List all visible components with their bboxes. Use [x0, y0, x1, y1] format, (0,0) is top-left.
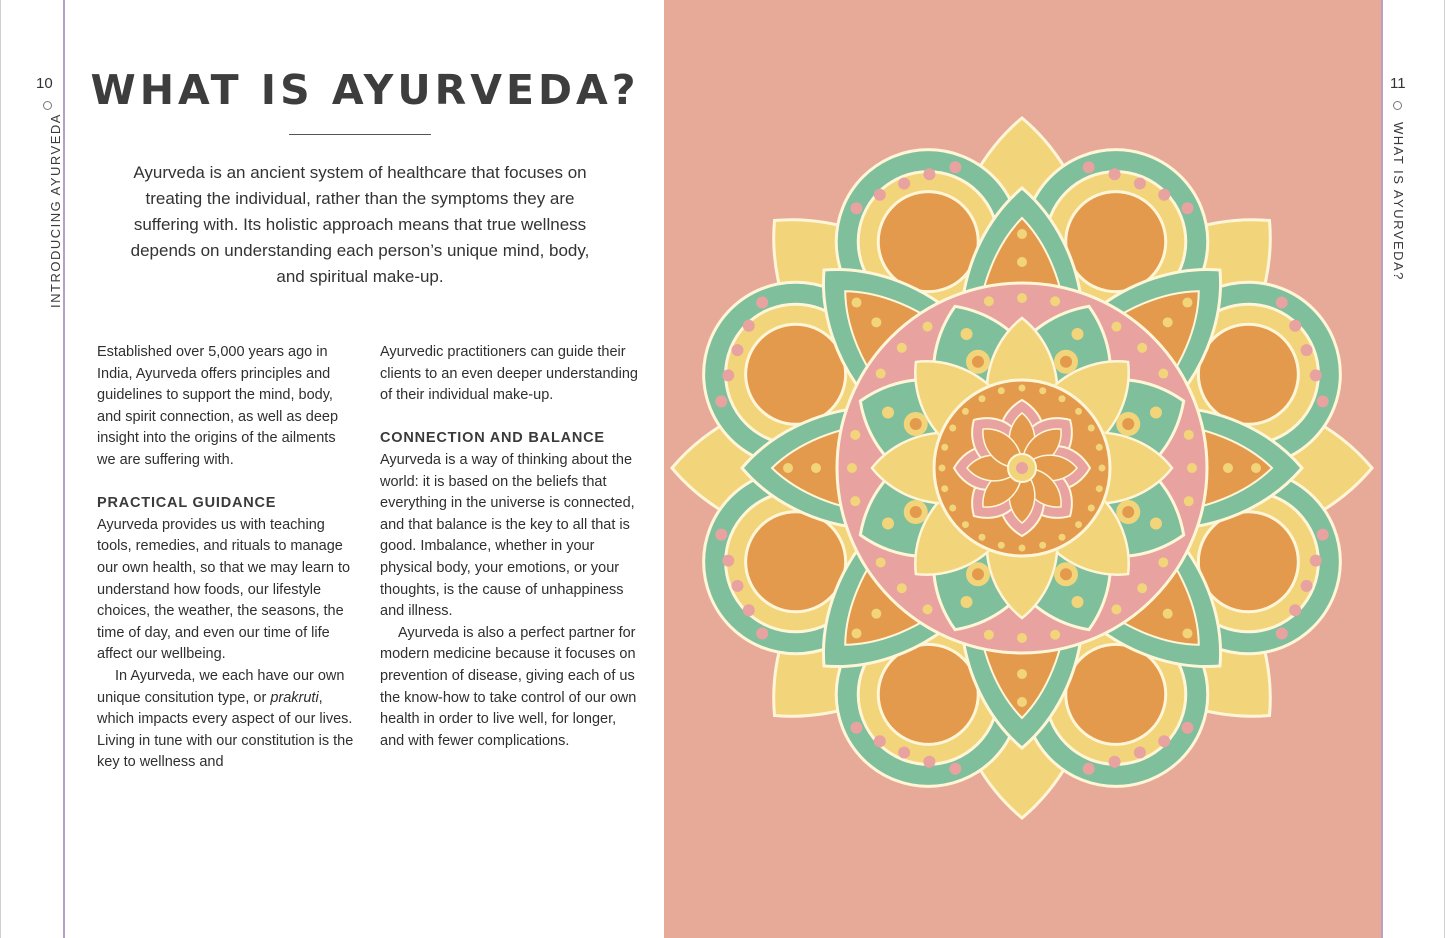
- mandala-lobe: [1066, 644, 1166, 744]
- mandala-dot: [972, 356, 984, 368]
- mandala-dot: [874, 189, 886, 201]
- mandala-dot: [1184, 496, 1194, 506]
- mandala-dot: [941, 444, 948, 451]
- running-head-right: WHAT IS AYURVEDA?: [1391, 122, 1406, 281]
- mandala-lobe: [746, 512, 846, 612]
- mandala-dot: [1059, 395, 1066, 402]
- mandala-dot: [1137, 343, 1147, 353]
- mandala-dot: [783, 463, 793, 473]
- mandala-dot: [1182, 298, 1192, 308]
- mandala-dot: [1317, 529, 1329, 541]
- mandala-dot: [1019, 545, 1026, 552]
- mandala-dot: [1017, 257, 1027, 267]
- mandala-dot: [1017, 293, 1027, 303]
- mandala-dot: [847, 463, 857, 473]
- mandala-dot: [949, 161, 961, 173]
- mandala-dot: [756, 627, 768, 639]
- mandala-dot: [1276, 297, 1288, 309]
- mandala-dot: [743, 320, 755, 332]
- mandala-dot: [1187, 463, 1197, 473]
- mandala-dot: [1289, 320, 1301, 332]
- mandala-dot: [1083, 161, 1095, 173]
- mandala-dot: [1071, 596, 1083, 608]
- mandala-lobe: [1198, 324, 1298, 424]
- mandala-dot: [1096, 485, 1103, 492]
- mandala-dot: [1122, 506, 1134, 518]
- mandala-dot: [1071, 328, 1083, 340]
- mandala-dot: [1134, 747, 1146, 759]
- mandala-dot: [1050, 630, 1060, 640]
- mandala-dot: [1150, 407, 1162, 419]
- mandala-dot: [941, 485, 948, 492]
- mandala-dot: [1039, 387, 1046, 394]
- mandala-dot: [998, 387, 1005, 394]
- mandala-dot: [1181, 722, 1193, 734]
- mandala-dot: [972, 568, 984, 580]
- mandala-dot: [949, 425, 956, 432]
- mandala-dot: [979, 534, 986, 541]
- mandala-dot: [756, 297, 768, 309]
- text-column-1: [97, 342, 357, 774]
- mandala-dot: [939, 465, 946, 472]
- mandala-dot: [1122, 418, 1134, 430]
- mandala-dot: [852, 298, 862, 308]
- mandala-dot: [984, 630, 994, 640]
- paragraph: Established over 5,000 years ago in India, Ayurveda offers principles and guidelines to support the mind, body, and spirit connection, as well as deep insight into the origins of the ailments we are suffering with.: [97, 344, 339, 468]
- mandala-dot: [876, 369, 886, 379]
- mandala-dot: [1137, 583, 1147, 593]
- mandala-dot: [923, 322, 933, 332]
- right-page-illustration: [664, 0, 1381, 938]
- page-number-right: 11: [1390, 75, 1406, 92]
- page-number-left: 10: [36, 75, 53, 92]
- paragraph: Ayurveda provides us with teaching tools, remedies, and rituals to manage our own health, so that we may learn to understand how foods, our lifestyle choices, the weather, the seasons, the time of day, and even our time of life affect our wellbeing.: [97, 516, 351, 663]
- mandala-illustration: [664, 0, 1381, 938]
- circle-marker-left: [43, 101, 52, 110]
- mandala-lobe: [1198, 512, 1298, 612]
- mandala-dot: [1317, 395, 1329, 407]
- mandala-dot: [1158, 557, 1168, 567]
- mandala-dot: [1017, 669, 1027, 679]
- left-page: [0, 0, 664, 938]
- mandala-dot: [923, 756, 935, 768]
- mandala-dot: [984, 296, 994, 306]
- mandala-dot: [1088, 425, 1095, 432]
- mandala-center-dot: [1016, 462, 1028, 474]
- page-edge-left: [0, 0, 1, 938]
- mandala-dot: [722, 369, 734, 381]
- mandala-dot: [962, 521, 969, 528]
- mandala-dot: [1083, 763, 1095, 775]
- mandala-dot: [910, 506, 922, 518]
- paragraph: In Ayurveda, we each have our own unique consitution type, or prakruti, which impacts every aspect of our lives. Living in tune with our constitution is the key to wellness and: [97, 667, 354, 771]
- mandala-dot: [743, 604, 755, 616]
- mandala-dot: [1301, 344, 1313, 356]
- mandala-dot: [1017, 633, 1027, 643]
- mandala-dot: [882, 407, 894, 419]
- mandala-dot: [923, 168, 935, 180]
- mandala-dot: [715, 529, 727, 541]
- mandala-dot: [1289, 604, 1301, 616]
- mandala-dot: [1060, 568, 1072, 580]
- paragraph: Ayurveda is a way of thinking about the world: it is based on the beliefs that everything in the universe is connected, and that balance is the key to all that is good. Imbalance, whether in your physical body, your emotions, or your thoughts, is the cause of unhappiness and illness.: [380, 451, 635, 620]
- mandala-dot: [979, 395, 986, 402]
- mandala-dot: [1158, 189, 1170, 201]
- mandala-dot: [1158, 369, 1168, 379]
- mandala-dot: [1182, 628, 1192, 638]
- mandala-dot: [850, 430, 860, 440]
- mandala-dot: [1050, 296, 1060, 306]
- mandala-dot: [923, 604, 933, 614]
- mandala-dot: [1088, 505, 1095, 512]
- paragraph: Ayurveda is also a perfect partner for modern medicine because it focuses on prevention of disease, giving each of us the know-how to take control of our own health in order to live well, for longer, and with fewer complications.: [380, 624, 637, 749]
- mandala-dot: [1075, 408, 1082, 415]
- mandala-dot: [949, 505, 956, 512]
- running-head-left: INTRODUCING AYURVEDA: [48, 113, 63, 308]
- mandala-dot: [1184, 430, 1194, 440]
- mandala-dot: [850, 496, 860, 506]
- mandala-dot: [1111, 322, 1121, 332]
- mandala-dot: [715, 395, 727, 407]
- mandala-lobe: [746, 324, 846, 424]
- mandala-dot: [874, 735, 886, 747]
- mandala-dot: [1223, 463, 1233, 473]
- mandala-dot: [1109, 756, 1121, 768]
- mandala-dot: [731, 580, 743, 592]
- mandala-dot: [1099, 465, 1106, 472]
- title-divider: [289, 134, 431, 135]
- mandala-dot: [949, 763, 961, 775]
- mandala-dot: [1150, 517, 1162, 529]
- mandala-dot: [1096, 444, 1103, 451]
- mandala-dot: [871, 317, 881, 327]
- mandala-dot: [1134, 177, 1146, 189]
- mandala-dot: [1017, 229, 1027, 239]
- mandala-dot: [897, 343, 907, 353]
- mandala-dot: [998, 542, 1005, 549]
- mandala-dot: [1111, 604, 1121, 614]
- mandala-dot: [851, 202, 863, 214]
- mandala-dot: [1163, 317, 1173, 327]
- mandala-dot: [1310, 369, 1322, 381]
- mandala-dot: [851, 722, 863, 734]
- page-title: WHAT IS AYURVEDA?: [90, 66, 640, 114]
- text-column-2: [380, 342, 640, 752]
- mandala-dot: [898, 747, 910, 759]
- mandala-dot: [1039, 542, 1046, 549]
- mandala-dot: [852, 628, 862, 638]
- mandala-dot: [897, 583, 907, 593]
- mandala-dot: [961, 596, 973, 608]
- mandala-dot: [1251, 463, 1261, 473]
- subheading-practical-guidance: PRACTICAL GUIDANCE: [97, 495, 277, 512]
- mandala-dot: [1158, 735, 1170, 747]
- mandala-lobe: [878, 192, 978, 292]
- circle-marker-right: [1393, 101, 1402, 110]
- mandala-dot: [1075, 521, 1082, 528]
- subheading-connection-and-balance: CONNECTION AND BALANCE: [380, 430, 605, 447]
- mandala-dot: [1163, 609, 1173, 619]
- mandala-dot: [1181, 202, 1193, 214]
- mandala-dot: [1109, 168, 1121, 180]
- mandala-dot: [962, 408, 969, 415]
- mandala-dot: [731, 344, 743, 356]
- mandala-dot: [811, 463, 821, 473]
- mandala-dot: [1060, 356, 1072, 368]
- mandala-dot: [876, 557, 886, 567]
- intro-paragraph: Ayurveda is an ancient system of healthcare that focuses on treating the individual, rather than the symptoms they are suffering with. Its holistic approach means that true wellness depends on understanding each person’s unique mind, body, and spiritual make-up.: [130, 163, 590, 286]
- paragraph: Ayurvedic practitioners can guide their clients to an even deeper understanding of their individual make-up.: [380, 344, 638, 404]
- mandala-dot: [1017, 697, 1027, 707]
- mandala-dot: [1310, 555, 1322, 567]
- mandala-dot: [1276, 627, 1288, 639]
- mandala-dot: [722, 555, 734, 567]
- margin-rule-right: [1381, 0, 1383, 938]
- mandala-lobe: [878, 644, 978, 744]
- margin-rule-left: [63, 0, 65, 938]
- mandala-dot: [961, 328, 973, 340]
- mandala-dot: [1301, 580, 1313, 592]
- mandala-dot: [871, 609, 881, 619]
- mandala-dot: [1019, 385, 1026, 392]
- mandala-dot: [882, 517, 894, 529]
- mandala-lobe: [1066, 192, 1166, 292]
- mandala-dot: [898, 177, 910, 189]
- mandala-dot: [910, 418, 922, 430]
- mandala-dot: [1059, 534, 1066, 541]
